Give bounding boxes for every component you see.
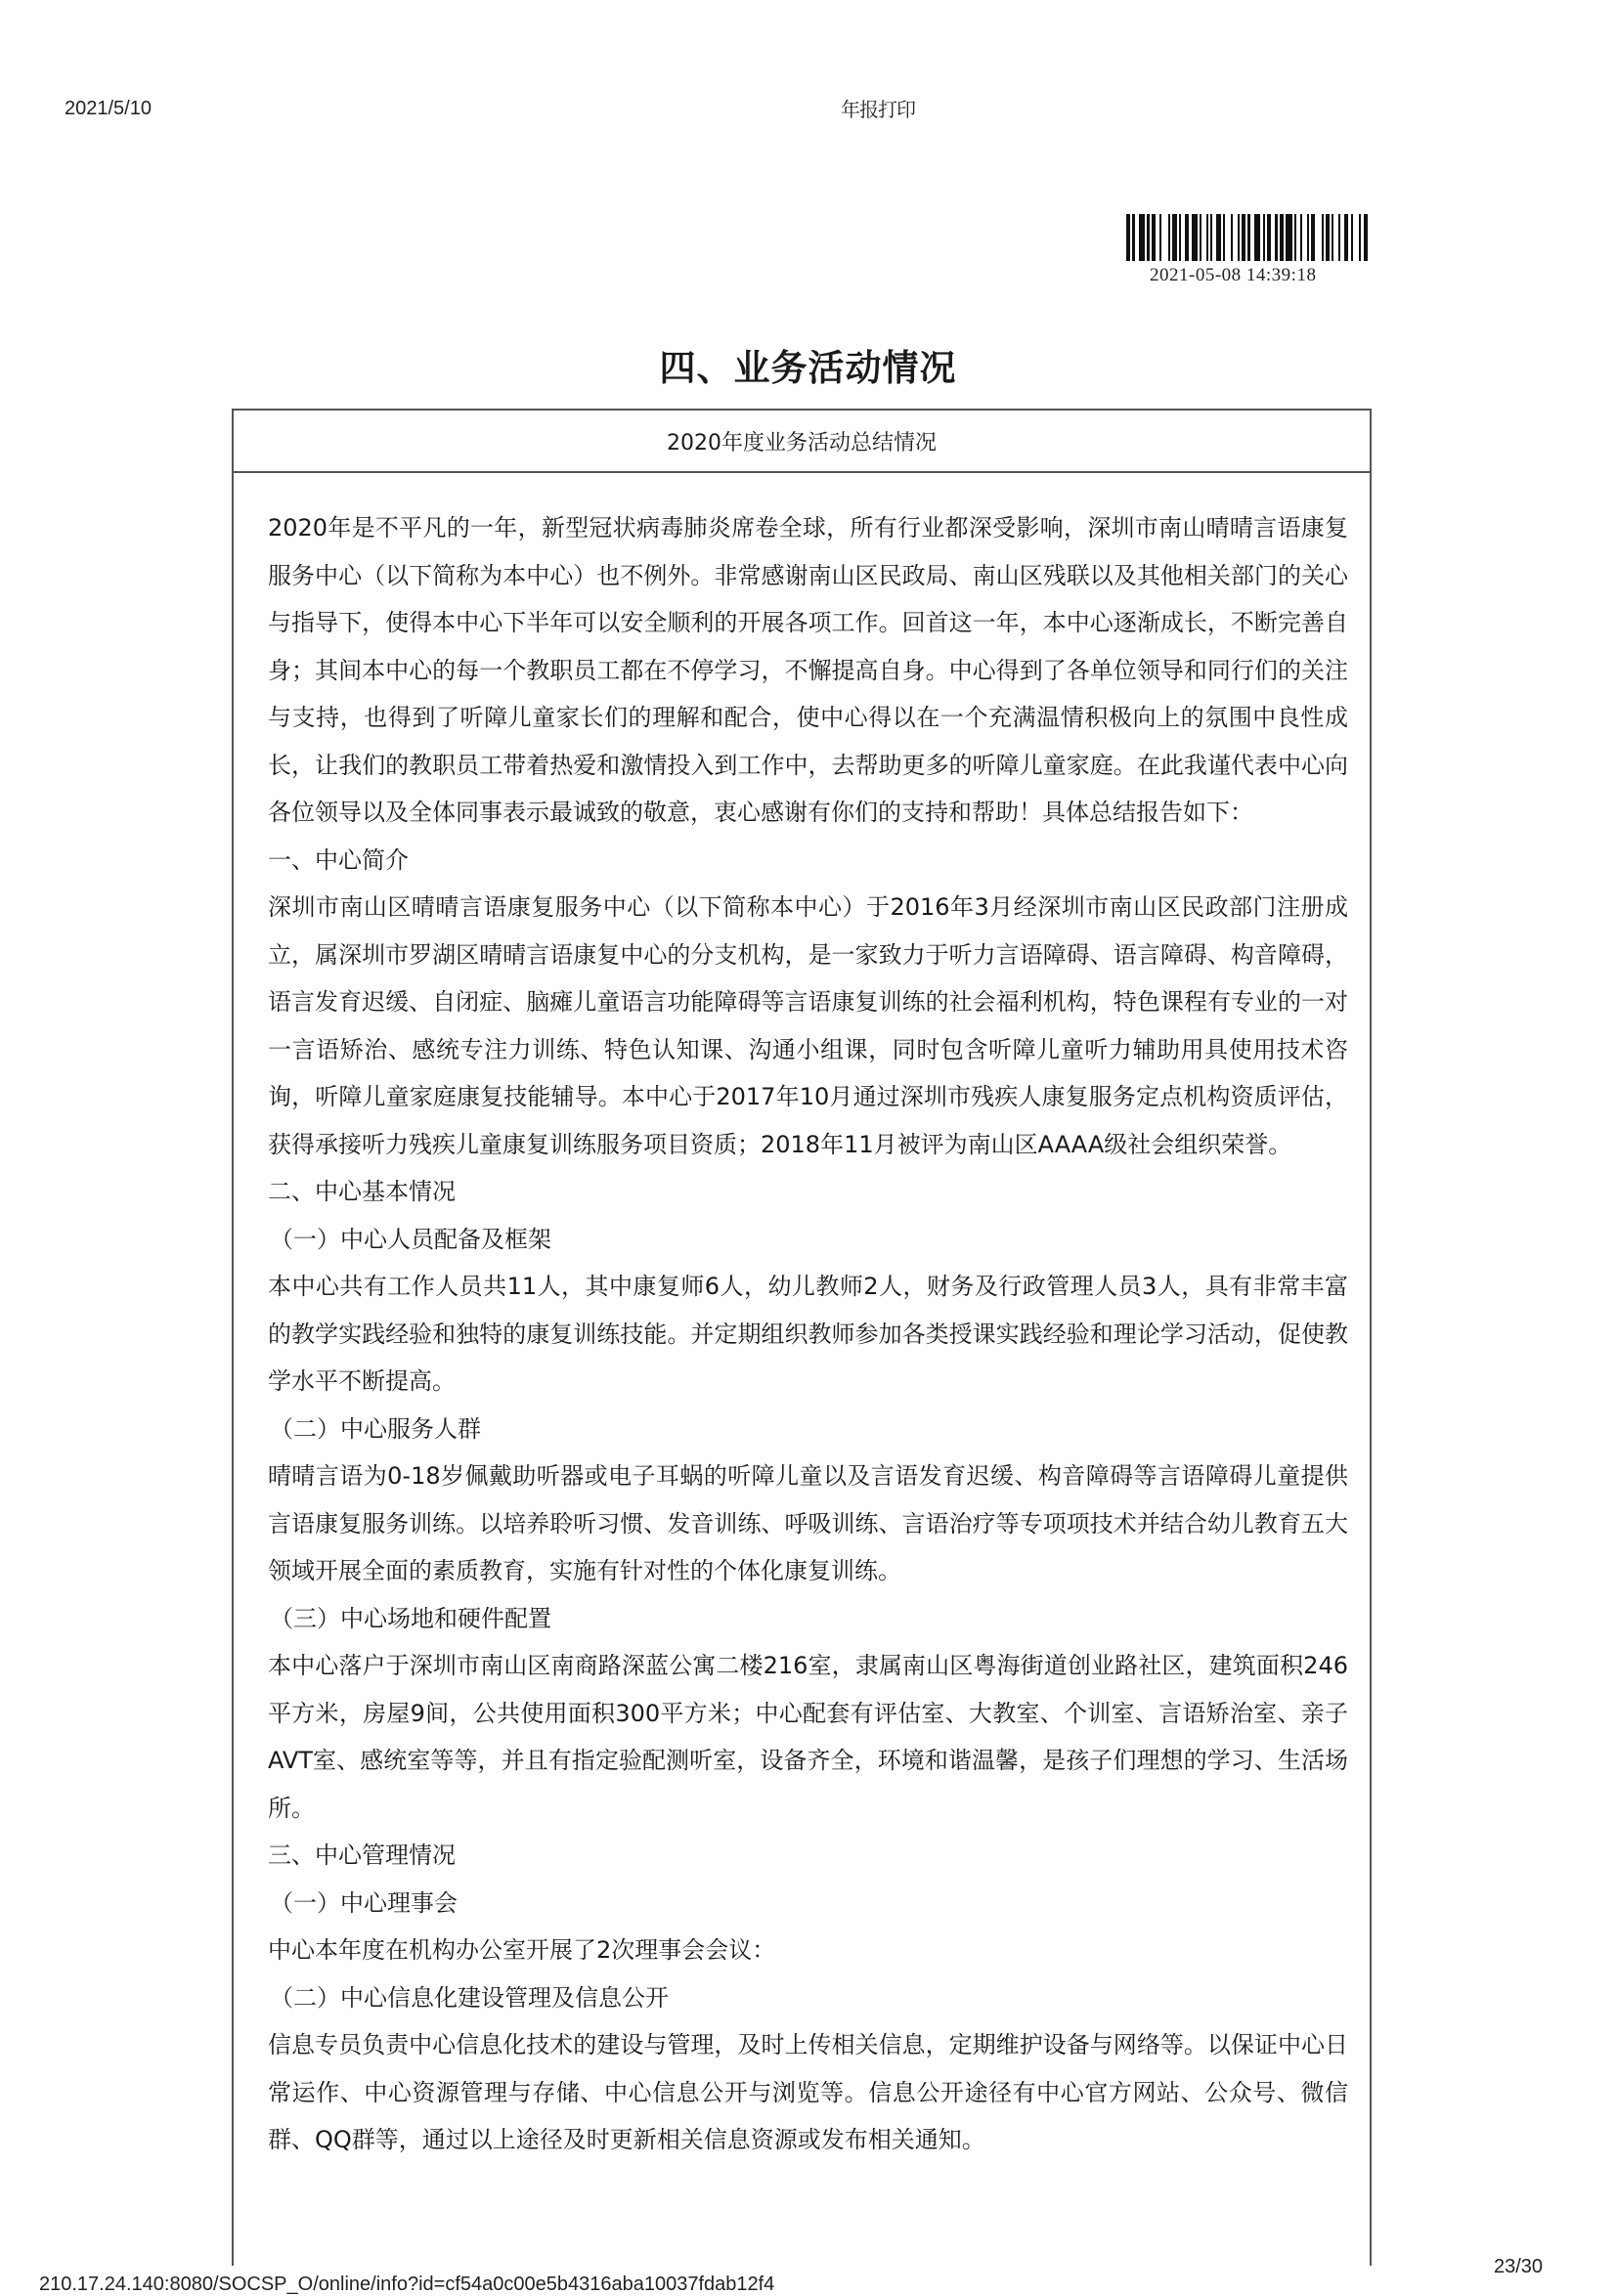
body-paragraph: 深圳市南山区晴晴言语康复服务中心（以下简称本中心）于2016年3月经深圳市南山区民政部门注册成立，属深圳市罗湖区晴晴言语康复中心的分支机构，是一家致力于听力言语障碍、语言障碍、构音障碍，语言发育迟缓、自闭症、脑瘫儿童语言功能障碍等言语康复训练的社会福利机构，特色课程有专业的一对一言语矫治、感统专注力训练、特色认知课、沟通小组课，同时包含听障儿童听力辅助用具使用技术咨询，听障儿童家庭康复技能辅导。本中心于2017年10月通过深圳市残疾人康复服务定点机构资质评估，获得承接听力残疾儿童康复训练服务项目资质；2018年11月被评为南山区AAAA级社会组织荣誉。 [268, 893, 1348, 1158]
barcode-timestamp: 2021-05-08 14:39:18 [1150, 265, 1317, 285]
subsection-heading: （二）中心信息化建设管理及信息公开 [270, 1983, 669, 2012]
print-date: 2021/5/10 [65, 98, 152, 119]
subsection-heading: （三）中心场地和硬件配置 [270, 1604, 551, 1632]
body-paragraph: 中心本年度在机构办公室开展了2次理事会会议： [268, 1936, 776, 1964]
table-header: 2020年度业务活动总结情况 [234, 411, 1370, 473]
table-body [234, 473, 1370, 2164]
subsection-heading: （一）中心理事会 [270, 1888, 458, 1917]
body-paragraph: 晴晴言语为0-18岁佩戴助听器或电子耳蜗的听障儿童以及言语发育迟缓、构音障碍等言语障碍儿童提供言语康复服务训练。以培养聆听习惯、发音训练、呼吸训练、言语治疗等专项项技术并结合幼儿教育五大领域开展全面的素质教育，实施有针对性的个体化康复训练。 [268, 1462, 1348, 1584]
subsection-heading: （一）中心人员配备及框架 [270, 1225, 551, 1253]
subsection-heading: （二）中心服务人群 [270, 1414, 481, 1443]
barcode-icon [1126, 214, 1371, 261]
section-heading: 一、中心简介 [268, 845, 409, 874]
activity-summary-table [232, 409, 1372, 2266]
section-heading: 二、中心基本情况 [268, 1178, 456, 1205]
section-title: 四、业务活动情况 [659, 347, 957, 389]
body-paragraph: 本中心落户于深圳市南山区南商路深蓝公寓二楼216室，隶属南山区粤海街道创业路社区，建筑面积246平方米，房屋9间，公共使用面积300平方米；中心配套有评估室、大教室、个训室、言语矫治室、亲子AVT室、感统室等等，并且有指定验配测听室，设备齐全，环境和谐温馨，是孩子们理想的学习、生活场所。 [268, 1652, 1348, 1822]
intro-paragraph: 2020年是不平凡的一年，新型冠状病毒肺炎席卷全球，所有行业都深受影响，深圳市南山晴晴言语康复服务中心（以下简称为本中心）也不例外。非常感谢南山区民政局、南山区残联以及其他相关部门的关心与指导下，使得本中心下半年可以安全顺利的开展各项工作。回首这一年，本中心逐渐成长，不断完善自身；其间本中心的每一个教职员工都在不停学习，不懈提高自身。中心得到了各单位领导和同行们的关注与支持，也得到了听障儿童家长们的理解和配合，使中心得以在一个充满温情积极向上的氛围中良性成长，让我们的教职员工带着热爱和激情投入到工作中，去帮助更多的听障儿童家庭。在此我谨代表中心向各位领导以及全体同事表示最诚致的敬意，衷心感谢有你们的支持和帮助！具体总结报告如下： [268, 514, 1348, 826]
body-paragraph: 本中心共有工作人员共11人，其中康复师6人，幼儿教师2人，财务及行政管理人员3人，具有非常丰富的教学实践经验和独特的康复训练技能。并定期组织教师参加各类授课实践经验和理论学习活动，促使教学水平不断提高。 [268, 1273, 1348, 1395]
footer-url: 210.17.24.140:8080/SOCSP_O/online/info?id=cf54a0c00e5b4316aba10037fdab12f4 [39, 2274, 775, 2295]
page-number: 23/30 [1494, 2256, 1544, 2277]
print-header-title: 年报打印 [841, 98, 915, 121]
barcode-stamp [1126, 214, 1371, 286]
body-paragraph: 信息专员负责中心信息化技术的建设与管理，及时上传相关信息，定期维护设备与网络等。以保证中心日常运作、中心资源管理与存储、中心信息公开与浏览等。信息公开途径有中心官方网站、公众号、微信群、QQ群等，通过以上途径及时更新相关信息资源或发布相关通知。 [268, 2031, 1348, 2153]
section-heading: 三、中心管理情况 [268, 1841, 456, 1869]
